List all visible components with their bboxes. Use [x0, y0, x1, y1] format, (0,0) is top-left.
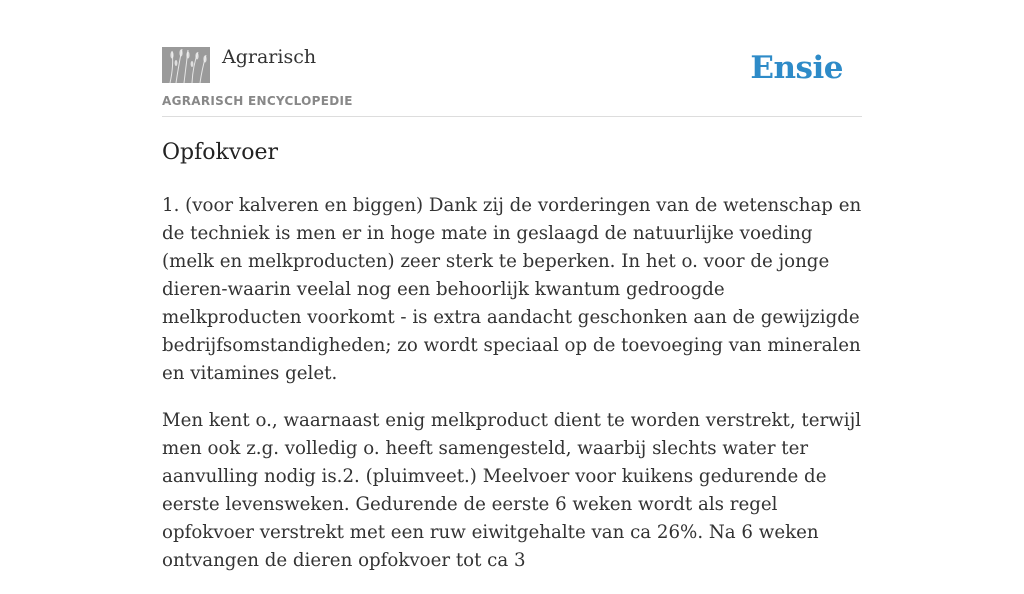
ensie-logo-link[interactable]: Ensie — [750, 50, 843, 86]
article-body — [162, 192, 862, 594]
source-header — [162, 45, 862, 117]
wheat-icon[interactable] — [162, 47, 210, 83]
article-title: Opfokvoer — [162, 140, 279, 165]
source-title[interactable]: Agrarisch — [222, 46, 317, 68]
article-paragraph: 1. (voor kalveren en biggen) Dank zij de vorderingen van de wetenschap en de techniek is men er in hoge mate in geslaagd de natuurlijke voeding (melk en melkproducten) zeer sterk te beperken. In het o. voor de jonge dieren-waarin veelal nog een behoorlijk kwantum gedroogde melkproducten voorkomt - is extra aandacht geschonken aan de gewijzigde bedrijfsomstandigheden; zo wordt speciaal op de toevoeging van mineralen en vitamines gelet. — [162, 195, 862, 384]
article-paragraph: Men kent o., waarnaast enig melkproduct dient te worden verstrekt, terwijl men ook z.g. volledig o. heeft samengesteld, waarbij slechts water ter aanvulling nodig is.2. (pluimveet.) Meelvoer voor kuikens gedurende de eerste levensweken. Gedurende de eerste 6 weken wordt als regel opfokvoer verstrekt met een ruw eiwitgehalte van ca 26%. Na 6 weken ontvangen de dieren opfokvoer tot ca 3 — [162, 410, 862, 571]
source-subtitle: AGRARISCH ENCYCLOPEDIE — [162, 94, 353, 108]
